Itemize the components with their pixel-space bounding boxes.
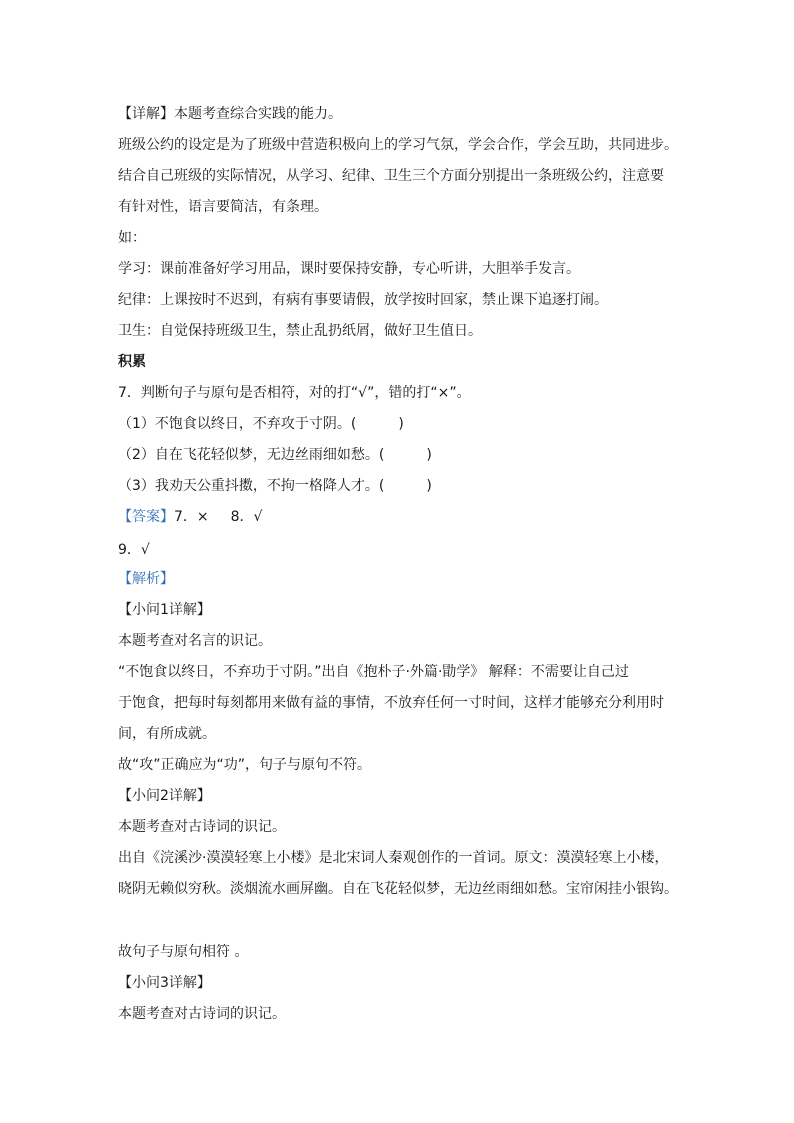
question-item-1: （1）不饱食以终日，不弃攻于寸阴。( ) (118, 416, 404, 432)
paragraph-line: 本题考查对名言的识记。 (118, 633, 272, 649)
paragraph-line: 间，有所成就。 (118, 726, 216, 742)
answer-9: 9．√ (118, 542, 150, 558)
paragraph-line: 于饱食，把每时每刻都用来做有益的事情，不放弃任何一寸时间，这样才能够充分利用时 (118, 695, 664, 711)
subquestion-2-heading: 【小问2详解】 (118, 788, 211, 804)
paragraph-line: 班级公约的设定是为了班级中营造积极向上的学习气氛，学会合作，学会互助，共同进步。 (118, 137, 678, 153)
section-heading: 积累 (118, 354, 146, 370)
paragraph-line: “不饱食以终日，不弃功于寸阴。”出自《抱朴子·外篇·勖学》 解释：不需要让自己过 (118, 664, 629, 680)
answer-line (118, 507, 262, 527)
question-item-3: （3）我劝天公重抖擞，不拘一格降人才。( ) (118, 478, 432, 494)
paragraph-line: 故句子与原句相符 。 (118, 944, 249, 960)
paragraph-line: 有针对性，语言要简洁，有条理。 (118, 199, 328, 215)
paragraph-line: 本题考查对古诗词的识记。 (118, 819, 286, 835)
detail-heading-line: 【详解】本题考查综合实践的能力。 (118, 106, 342, 122)
paragraph-line: 出自《浣溪沙·漠漠轻寒上小楼》是北宋词人秦观创作的一首词。原文：漠漠轻寒上小楼， (118, 850, 669, 866)
example-label: 如： (118, 230, 146, 246)
example-discipline: 纪律：上课按时不迟到，有病有事要请假，放学按时回家，禁止课下追逐打闹。 (118, 292, 608, 308)
paragraph-line: 晓阴无赖似穷秋。淡烟流水画屏幽。自在飞花轻似梦，无边丝雨细如愁。宝帘闲挂小银钩。 (118, 881, 678, 897)
paragraph-line: 故“攻”正确应为“功”，句子与原句不符。 (118, 757, 372, 773)
paragraph-line: 本题考查对古诗词的识记。 (118, 1006, 286, 1022)
example-hygiene: 卫生：自觉保持班级卫生，禁止乱扔纸屑，做好卫生值日。 (118, 323, 482, 339)
subquestion-1-heading: 【小问1详解】 (118, 602, 211, 618)
answer-8: 8．√ (230, 509, 263, 525)
example-study: 学习：课前准备好学习用品，课时要保持安静，专心听讲，大胆举手发言。 (118, 261, 580, 277)
paragraph-line: 结合自己班级的实际情况，从学习、纪律、卫生三个方面分别提出一条班级公约，注意要 (118, 168, 664, 184)
answer-7: 7．× (174, 509, 209, 525)
subquestion-3-heading: 【小问3详解】 (118, 975, 211, 991)
analysis-tag: 【解析】 (118, 571, 174, 587)
question-prompt: 7．判断句子与原句是否相符，对的打“√”，错的打“×”。 (118, 385, 471, 401)
question-item-2: （2）自在飞花轻似梦，无边丝雨细如愁。( ) (118, 447, 432, 463)
answer-tag: 【答案】 (118, 509, 174, 525)
